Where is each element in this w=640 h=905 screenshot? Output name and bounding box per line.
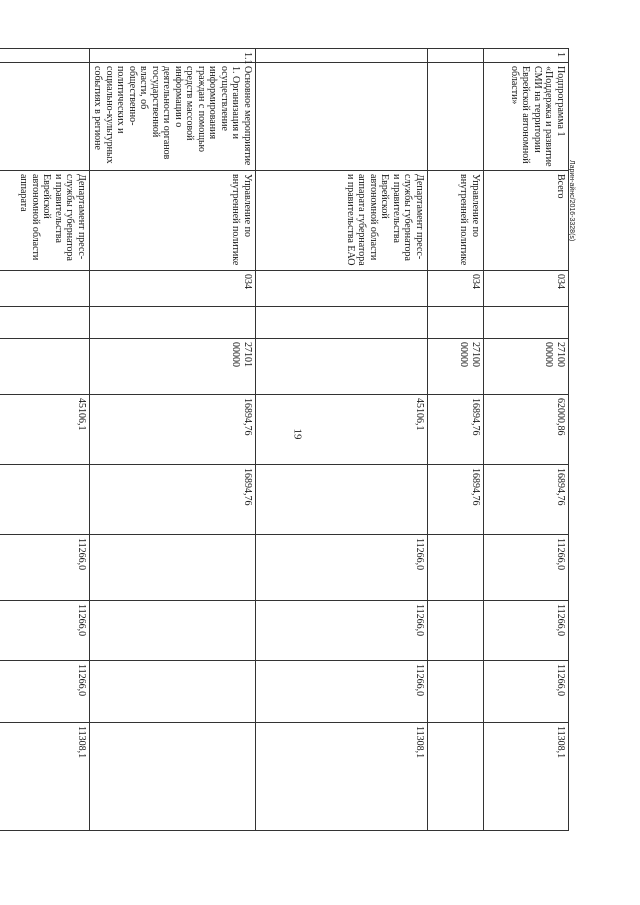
- amount-cell: 11308,1: [0, 723, 90, 831]
- code-cell: 034: [428, 271, 484, 307]
- amount-cell: [90, 535, 256, 601]
- amount-cell: 16894,76: [484, 465, 569, 535]
- funding-table: [0, 48, 569, 831]
- amount-cell: [90, 723, 256, 831]
- program-name-cell: Основное мероприятие 1. Организация и осуществление информирования граждан с помощью средств массовой информации о деятельности органов государственной власти, об общественно-политических и социально-культурных событиях в регионе: [90, 63, 256, 171]
- target-code-cell: [0, 339, 90, 395]
- amount-cell: 11266,0: [0, 535, 90, 601]
- amount-cell: [428, 535, 484, 601]
- row-number-cell: 1.1: [90, 49, 256, 63]
- code-cell: [0, 271, 90, 307]
- amount-cell: 11308,1: [256, 723, 428, 831]
- code-cell: 034: [90, 271, 256, 307]
- section-cell: [428, 307, 484, 339]
- table-row: [90, 49, 256, 831]
- target-code-cell: [256, 339, 428, 395]
- amount-cell: 11308,1: [484, 723, 569, 831]
- program-name-cell: Подпрограмма 1 «Поддержка и развитие СМИ на территории Еврейской автономной области»: [484, 63, 569, 171]
- executor-cell: Управление по внутренней политике: [428, 171, 484, 271]
- amount-cell: 16894,76: [90, 395, 256, 465]
- target-code-cell: 27100 00000: [484, 339, 569, 395]
- executor-cell: Всего: [484, 171, 569, 271]
- amount-cell: 11266,0: [484, 661, 569, 723]
- target-code-cell: 27100 00000: [428, 339, 484, 395]
- program-name-cell: [256, 63, 428, 171]
- section-cell: [90, 307, 256, 339]
- executor-cell: Департамент пресс-службы губернатора и правительства Еврейской автономной области аппарата: [0, 171, 90, 271]
- amount-cell: [428, 661, 484, 723]
- executor-cell: Управление по внутренней политике: [90, 171, 256, 271]
- table-row: [428, 49, 484, 831]
- row-number-cell: [428, 49, 484, 63]
- section-cell: [484, 307, 569, 339]
- amount-cell: 11266,0: [484, 535, 569, 601]
- amount-cell: [90, 661, 256, 723]
- amount-cell: 45106,1: [0, 395, 90, 465]
- amount-cell: [0, 465, 90, 535]
- row-number-cell: [0, 49, 90, 63]
- row-number-cell: 1: [484, 49, 569, 63]
- section-cell: [0, 307, 90, 339]
- amount-cell: 11266,0: [0, 601, 90, 661]
- document-reference: Ларин-айнс/2016-3328(s): [568, 160, 575, 242]
- amount-cell: 16894,76: [90, 465, 256, 535]
- amount-cell: 11266,0: [256, 535, 428, 601]
- amount-cell: 62000,86: [484, 395, 569, 465]
- amount-cell: [90, 601, 256, 661]
- table-row: [0, 49, 90, 831]
- amount-cell: [428, 601, 484, 661]
- amount-cell: 11266,0: [256, 601, 428, 661]
- amount-cell: 11266,0: [0, 661, 90, 723]
- executor-cell: Департамент пресс-службы губернатора и правительства Еврейской автономной области аппарата губернатора и правительства ЕАО: [256, 171, 428, 271]
- table-row: [484, 49, 569, 831]
- section-cell: [256, 307, 428, 339]
- amount-cell: 16894,76: [428, 465, 484, 535]
- row-number-cell: [256, 49, 428, 63]
- program-name-cell: [428, 63, 484, 171]
- amount-cell: 11266,0: [256, 661, 428, 723]
- amount-cell: [428, 723, 484, 831]
- code-cell: 034: [484, 271, 569, 307]
- table-row: [256, 49, 428, 831]
- program-name-cell: [0, 63, 90, 171]
- page-number: 19: [291, 428, 304, 440]
- amount-cell: 11266,0: [484, 601, 569, 661]
- table-frame: [18, 48, 569, 830]
- amount-cell: 16894,76: [428, 395, 484, 465]
- amount-cell: 45106,1: [256, 395, 428, 465]
- code-cell: [256, 271, 428, 307]
- target-code-cell: 27101 00000: [90, 339, 256, 395]
- amount-cell: [256, 465, 428, 535]
